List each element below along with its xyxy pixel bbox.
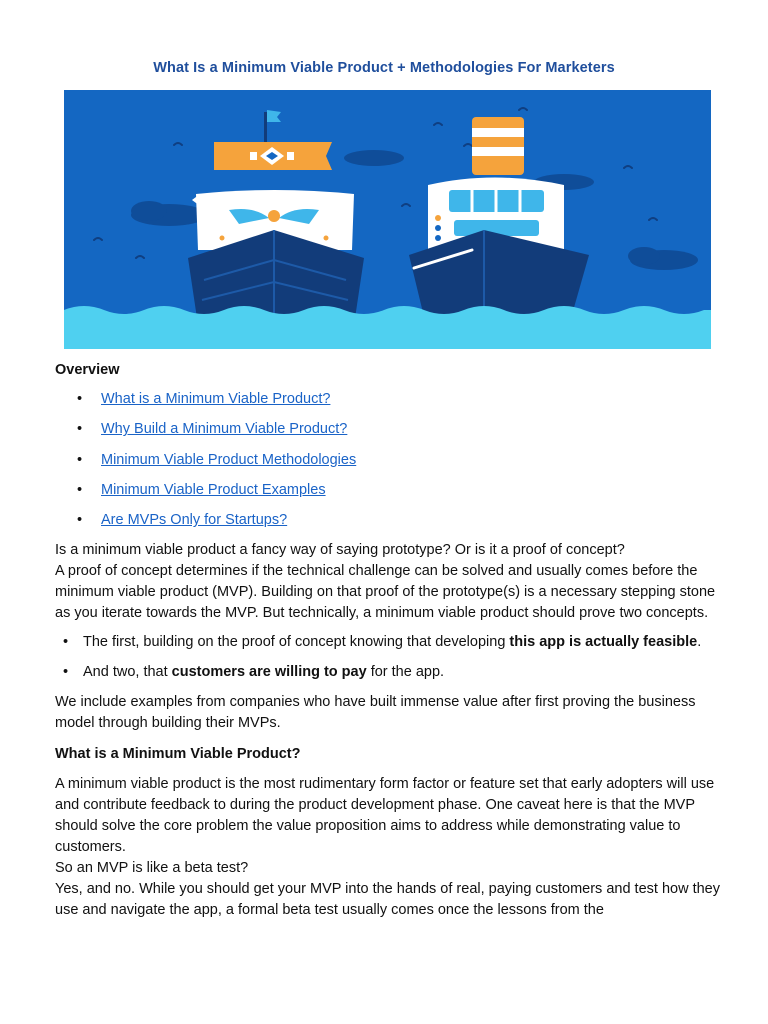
toc-link-what-is-mvp[interactable]: What is a Minimum Viable Product? [101,391,331,407]
toc-link-methodologies[interactable]: Minimum Viable Product Methodologies [101,451,357,468]
toc-item [55,480,725,501]
concept-item-willing-to-pay: • And two, that customers are willing to pay for the app. [55,662,725,683]
toc-item [55,510,725,531]
intro-question: Is a minimum viable product a fancy way of saying prototype? Or is it a proof of concept? [55,542,625,559]
toc-link-why-build-mvp[interactable]: Why Build a Minimum Viable Product? [101,421,348,438]
toc-link-startups[interactable]: Are MVPs Only for Startups? [101,512,288,529]
concept-item-feasible: • The first, building on the proof of concept knowing that developing this app is actually feasible. [55,632,725,653]
examples-paragraph: We include examples from companies who have built immense value after first proving the business model through building their MVPs. [55,694,696,732]
hero-illustration [64,90,711,349]
section-paragraph-definition: A minimum viable product is the most rudimentary form factor or feature set that early adopters will use and contribute feedback to during the product development phase. One caveat here is that the MVP should solve the core problem the value proposition aims to address while demonstrating value to customers. [55,776,715,856]
section-paragraph-question: So an MVP is like a beta test? [55,860,249,877]
section-heading: What is a Minimum Viable Product? [55,746,301,763]
toc-item [55,389,725,410]
intro-paragraph: A proof of concept determines if the technical challenge can be solved and usually comes before the minimum viable product (MVP). Building on that proof of the prototype(s) is a necessary stepping stone as you iterate towards the MVP. But technically, a minimum viable product should prove two concepts. [55,563,716,622]
table-of-contents [55,389,725,531]
overview-heading: Overview [55,362,120,378]
concept-list [55,632,725,683]
toc-item [55,419,725,440]
toc-link-examples[interactable]: Minimum Viable Product Examples [101,481,326,498]
toc-item [55,450,725,471]
section-paragraph-answer: Yes, and no. While you should get your MVP into the hands of real, paying customers and test how they use and navigate the app, a formal beta test usually comes once the lessons from the [55,881,720,919]
page-title: What Is a Minimum Viable Product + Methodologies For Marketers [153,60,615,76]
article-body [55,360,725,921]
